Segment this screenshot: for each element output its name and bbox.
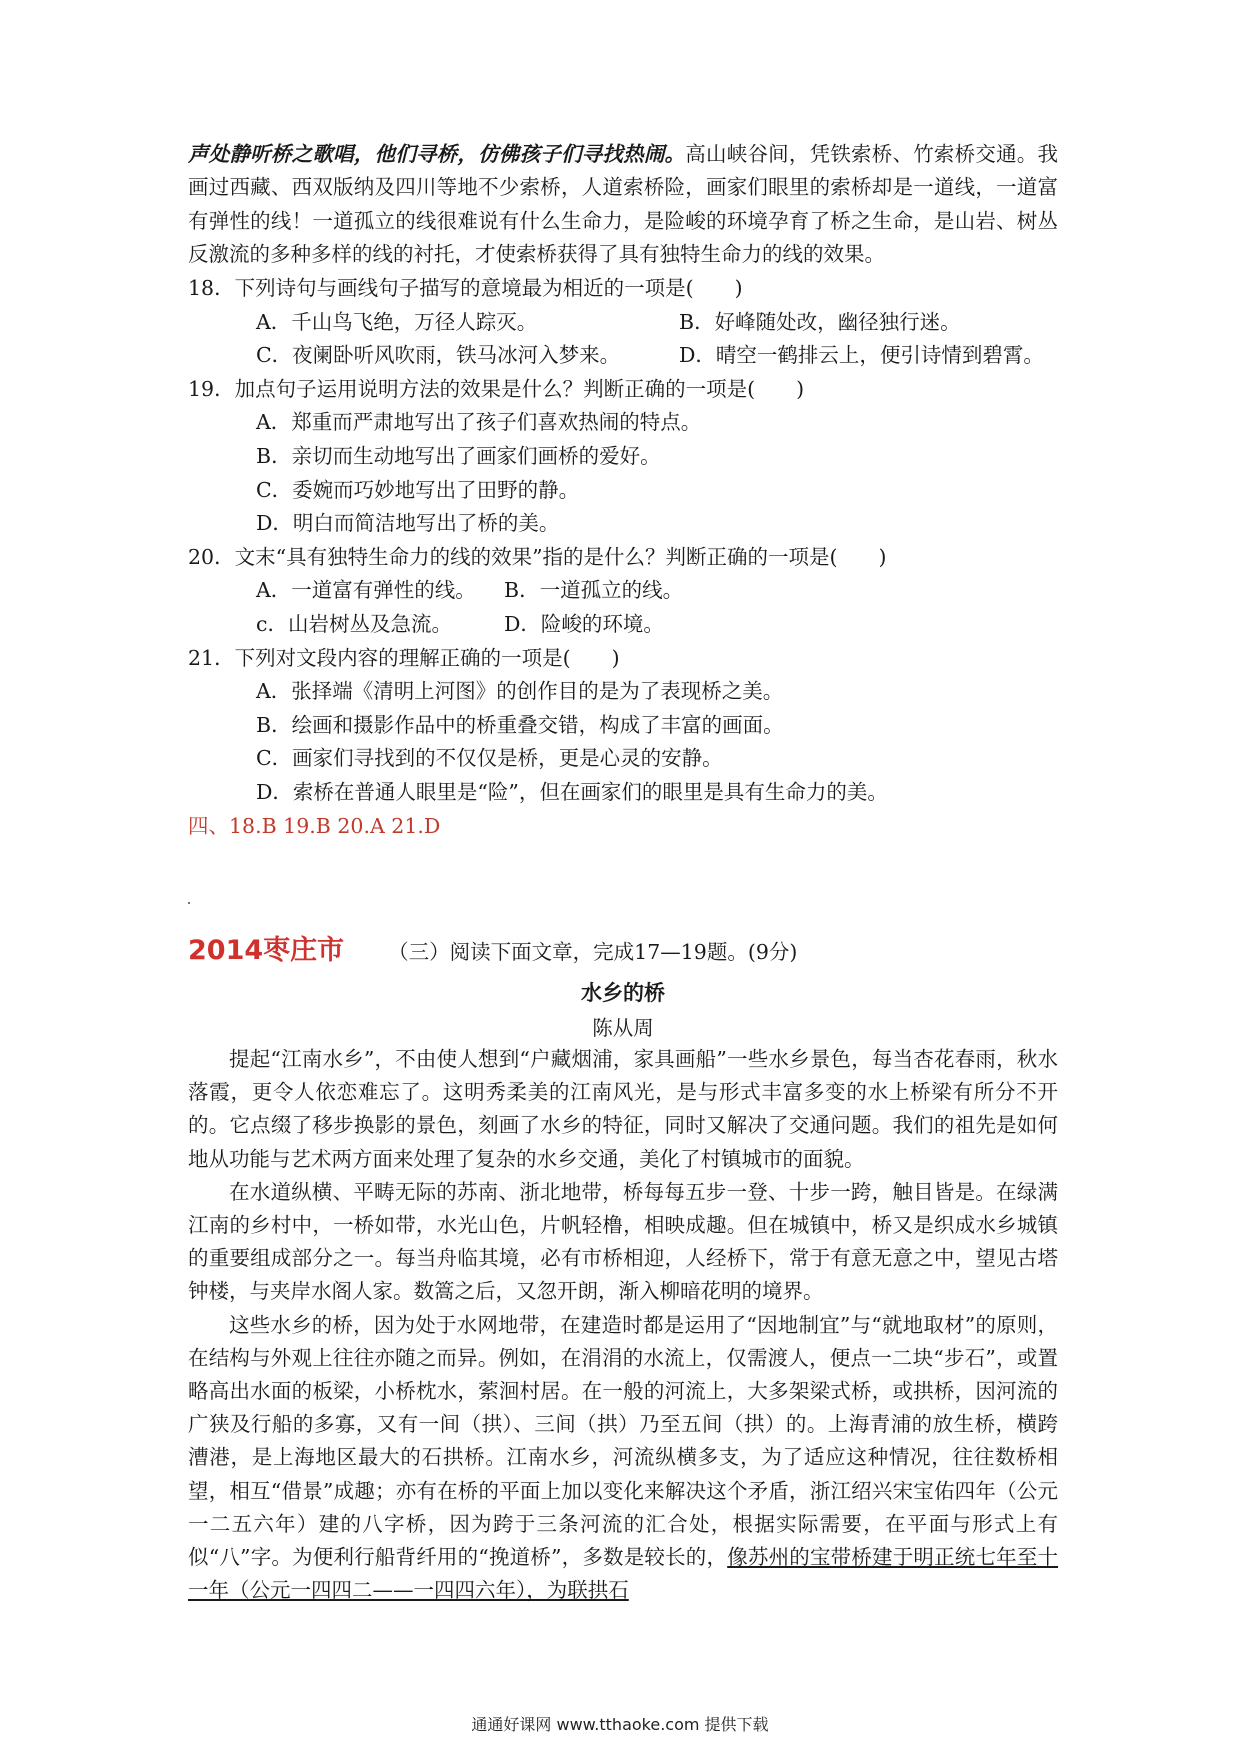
questions-block: [188, 272, 1058, 843]
question-21-option-c: C．画家们寻找到的不仅仅是桥，更是心灵的安静。: [256, 746, 723, 771]
question-18-option-d: D．晴空一鹤排云上，便引诗情到碧霄。: [679, 343, 1044, 368]
question-19-option-c: C．委婉而巧妙地写出了田野的静。: [256, 477, 580, 502]
article-body: [188, 1043, 1058, 1607]
emphasized-sentence: 声处静听桥之歌唱，他们寻桥，仿佛孩子们寻找热闹。: [188, 142, 686, 166]
question-18-options-row-2: [188, 339, 1058, 373]
question-20-option-d: D．险峻的环境。: [504, 611, 664, 636]
article-paragraph-3-text: 这些水乡的桥，因为处于水网地带，在建造时都是运用了“因地制宜”与“就地取材”的原则，在结构与外观上往往亦随之而异。例如，在涓涓的水流上，仅需渡人，便点一二块“步石”，或置略高出水面的板梁，小桥枕水，萦洄村居。在一般的河流上，大多架梁式桥，或拱桥，因河流的广狭及行船的多寡，又有一间（拱）、三间（拱）乃至五间（拱）的。上海青浦的放生桥，横跨漕港，是上海地区最大的石拱桥。江南水乡，河流纵横多支，为了适应这种情况，往往数桥相望，相互“借景”成趣；亦有在桥的平面上加以变化来解决这个矛盾，浙江绍兴宋宝佑四年（公元一二五六年）建的八字桥，因为跨于三条河流的汇合处，根据实际需要，在平面与形式上有似“八”字。为便利行船背纤用的“挽道桥”，多数是较长的，: [188, 1312, 1058, 1570]
question-21-option-a: A．张择端《清明上河图》的创作目的是为了表现桥之美。: [256, 679, 784, 704]
question-21-option-d: D．索桥在普通人眼里是“险”，但在画家们的眼里是具有生命力的美。: [256, 779, 888, 804]
question-18-option-b: B．好峰随处改，幽径独行迷。: [679, 309, 961, 334]
article-paragraph-3: [188, 1309, 1058, 1608]
question-20-options-row-1: [188, 574, 1058, 608]
scan-speck: [188, 902, 190, 904]
article-title: 水乡的桥: [581, 981, 665, 1005]
question-18-option-c: C．夜阑卧听风吹雨，铁马冰河入梦来。: [256, 343, 621, 368]
page-footer: 通通好课网 www.tthaoke.com 提供下载: [471, 1715, 769, 1734]
passage-top-paragraph: [188, 138, 1058, 272]
question-20-option-a: A．一道富有弹性的线。: [256, 578, 476, 603]
question-18-options-row-1: [188, 306, 1058, 340]
question-20-option-c: c．山岩树丛及急流。: [256, 611, 452, 636]
section-city-label: 2014枣庄市: [188, 935, 345, 966]
question-19-option-a: A．郑重而严肃地写出了孩子们喜欢热闹的特点。: [256, 410, 702, 435]
question-20-options-row-2: [188, 608, 1058, 642]
article-paragraph-2: 在水道纵横、平畴无际的苏南、浙北地带，桥每每五步一登、十步一跨，触目皆是。在绿满江南的乡村中，一桥如带，水光山色，片帆轻橹，相映成趣。但在城镇中，桥又是织成水乡城镇的重要组成部分之一。每当舟临其境，必有市桥相迎，人经桥下，常于有意无意之中，望见古塔钟楼，与夹岸水阁人家。数篙之后，又忽开朗，渐入柳暗花明的境界。: [188, 1179, 1058, 1304]
answer-key: 四、18.B 19.B 20.A 21.D: [188, 813, 441, 838]
question-18-option-a: A．千山鸟飞绝，万径人踪灭。: [256, 309, 538, 334]
article-author: 陈从周: [592, 1016, 654, 1040]
section-instruction: （三）阅读下面文章，完成17—19题。(9分): [388, 940, 798, 964]
question-19-option-b: B．亲切而生动地写出了画家们画桥的爱好。: [256, 443, 661, 468]
question-20-option-b: B．一道孤立的线。: [504, 578, 684, 603]
article-paragraph-1: 提起“江南水乡”，不由使人想到“户藏烟浦，家具画船”一些水乡景色，每当杏花春雨，秋水落霞，更令人依恋难忘了。这明秀柔美的江南风光，是与形式丰富多变的水上桥梁有所分不开的。它点缀了移步换影的景色，刻画了水乡的特征，同时又解决了交通问题。我们的祖先是如何地从功能与艺术两方面来处理了复杂的水乡交通，美化了村镇城市的面貌。: [188, 1047, 1058, 1171]
underlined-sentence: 像苏州的宝带桥建于明正统七年至十一年（公元一四四二——一四四六年），为联拱石: [188, 1545, 1059, 1603]
passage-top: [188, 138, 1058, 272]
question-19-option-d: D．明白而简洁地写出了桥的美。: [256, 511, 560, 536]
question-19-stem: 19．加点句子运用说明方法的效果是什么？判断正确的一项是( ): [188, 376, 805, 401]
question-18-stem: 18．下列诗句与画线句子描写的意境最为相近的一项是( ): [188, 276, 743, 300]
passage-text: 高山峡谷间，凭铁索桥、竹索桥交通。我画过西藏、西双版纳及四川等地不少索桥，人道索桥险，画家们眼里的索桥却是一道线，一道富有弹性的线！一道孤立的线很难说有什么生命力，是险峻的环境孕育了桥之生命，是山岩、树丛反激流的多种多样的线的衬托，才使索桥获得了具有独特生命力的线的效果。: [188, 142, 1059, 267]
question-21-stem: 21．下列对文段内容的理解正确的一项是( ): [188, 645, 620, 670]
section-header: [188, 928, 1058, 968]
question-21-option-b: B．绘画和摄影作品中的桥重叠交错，构成了丰富的画面。: [256, 712, 784, 737]
question-20-stem: 20．文末“具有独特生命力的线的效果”指的是什么？判断正确的一项是( ): [188, 544, 887, 569]
